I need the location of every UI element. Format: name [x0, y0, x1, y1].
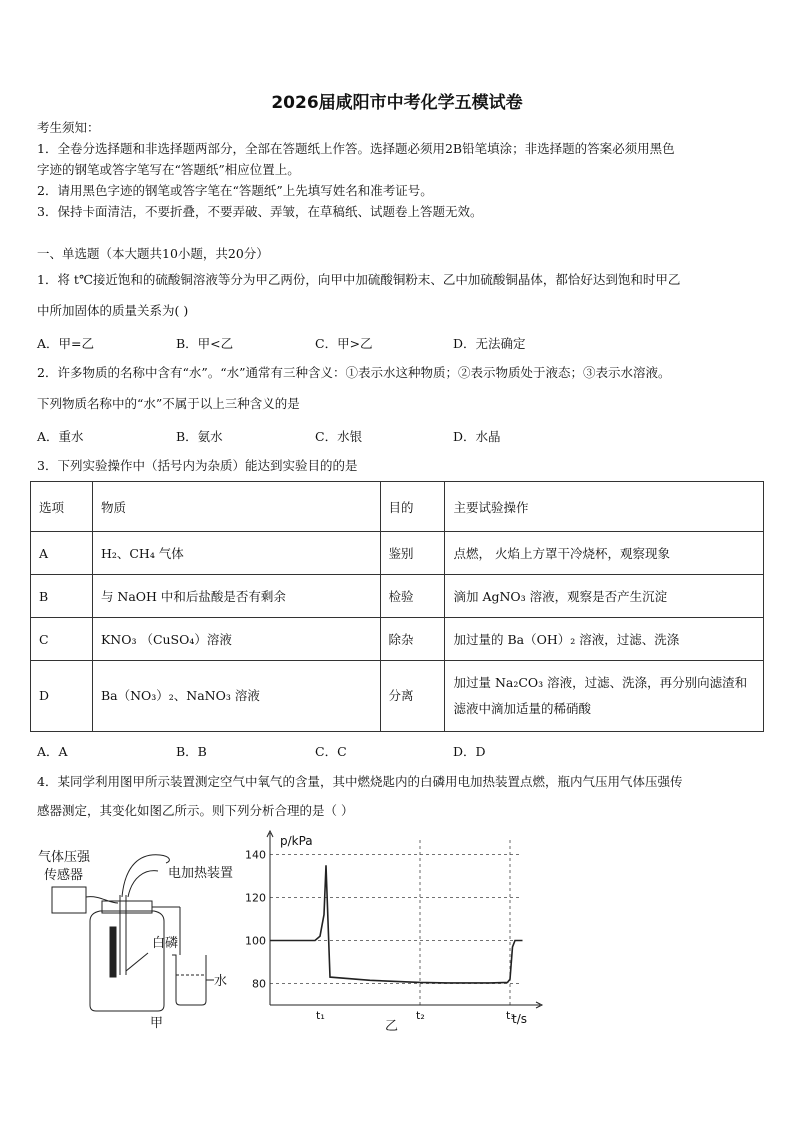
table-cell: A [31, 532, 93, 575]
q1-option-c: C．甲>乙 [315, 336, 373, 351]
table-row [31, 575, 764, 618]
table-cell: 加过量 Na₂CO₃ 溶液，过滤、洗涤，再分别向滤渣和滤液中滴加适量的稀硝酸 [445, 661, 764, 732]
x-tick-label: t₁ [316, 1009, 325, 1022]
q3-option-d: D．D [453, 744, 486, 759]
section-heading: 一、单选题（本大题共10小题，共20分） [37, 246, 269, 261]
table-cell: 加过量的 Ba（OH）₂ 溶液，过滤、洗涤 [445, 618, 764, 661]
phosphorus-spoon [110, 927, 116, 977]
notice-item: 2．请用黑色字迹的钢笔或答字笔在“答题纸”上先填写姓名和准考证号。 [37, 183, 433, 198]
table-header: 选项 [31, 482, 93, 532]
table-cell: 检验 [380, 575, 445, 618]
exam-title: 2026届咸阳市中考化学五模试卷 [271, 93, 523, 113]
pressure-sensor-box [52, 887, 86, 913]
phosphorus-pointer [126, 953, 148, 971]
notice-heading: 考生须知： [37, 120, 100, 135]
q2-option-b: B．氨水 [176, 429, 223, 444]
q4-figure [30, 825, 570, 1035]
bottle [90, 911, 164, 1011]
pressure-curve [270, 865, 523, 983]
table-header: 目的 [380, 482, 445, 532]
table-cell: 点燃， 火焰上方罩干冷烧杯，观察现象 [445, 532, 764, 575]
experiment-table [30, 481, 764, 732]
table-row [31, 532, 764, 575]
q3-option-a: A．A [37, 744, 68, 759]
sensor-label: 传感器 [44, 868, 84, 883]
notice-item: 1．全卷分选择题和非选择题两部分，全部在答题纸上作答。选择题必须用2B铅笔填涂；非选择题的答案必须用黑色 [37, 141, 675, 156]
table-cell: D [31, 661, 93, 732]
q3-stem: 3．下列实验操作中（括号内为杂质）能达到实验目的的是 [37, 458, 358, 473]
heater-label: 电加热装置 [168, 866, 234, 881]
table-cell: KNO₃ （CuSO₄）溶液 [92, 618, 380, 661]
q1-stem: 中所加固体的质量关系为( ) [37, 303, 189, 318]
q2-option-d: D．水晶 [453, 429, 501, 444]
table-cell: 与 NaOH 中和后盐酸是否有剩余 [92, 575, 380, 618]
q2-stem: 下列物质名称中的“水”不属于以上三种含义的是 [37, 396, 300, 411]
heater-wire [128, 871, 158, 897]
y-tick-label: 120 [245, 891, 266, 905]
q4-stem: 感器测定，其变化如图乙所示。则下列分析合理的是（ ） [37, 803, 354, 818]
q2-option-c: C．水银 [315, 429, 363, 444]
table-header: 主要试验操作 [445, 482, 764, 532]
q1-option-d: D．无法确定 [453, 336, 526, 351]
x-tick-label: t₃ [506, 1009, 515, 1022]
q3-option-b: B．B [176, 744, 207, 759]
phosphorus-label: 白磷 [152, 936, 179, 951]
y-axis-label: p/kPa [280, 834, 313, 848]
y-tick-label: 80 [252, 977, 266, 991]
water-label: 水 [214, 974, 228, 989]
q1-option-b: B．甲<乙 [176, 336, 234, 351]
table-cell: 除杂 [380, 618, 445, 661]
table-row [31, 661, 764, 732]
q2-stem: 2．许多物质的名称中含有“水”。“水”通常有三种含义：①表示水这种物质；②表示物质处于液态；③表示水溶液。 [37, 365, 671, 380]
table-cell: Ba（NO₃）₂、NaNO₃ 溶液 [92, 661, 380, 732]
pressure-graph [245, 831, 542, 1034]
table-cell: C [31, 618, 93, 661]
table-row [31, 618, 764, 661]
table-header-row [31, 482, 764, 532]
apparatus-caption: 甲 [150, 1016, 164, 1031]
q3-option-c: C．C [315, 744, 347, 759]
q2-option-a: A．重水 [37, 429, 84, 444]
y-ticks [245, 849, 266, 991]
x-axis-label: t/s [512, 1012, 527, 1026]
table-cell: B [31, 575, 93, 618]
apparatus-diagram [38, 849, 233, 1031]
table-cell: H₂、CH₄ 气体 [92, 532, 380, 575]
q1-stem: 1．将 t℃接近饱和的硫酸铜溶液等分为甲乙两份，向甲中加硫酸铜粉末、乙中加硫酸铜晶体，都恰好达到饱和时甲乙 [37, 272, 681, 287]
table-cell: 鉴别 [380, 532, 445, 575]
table-cell: 分离 [380, 661, 445, 732]
y-tick-label: 100 [245, 934, 266, 948]
table-header: 物质 [92, 482, 380, 532]
graph-grid [270, 837, 522, 1005]
sensor-label: 气体压强 [38, 850, 91, 865]
y-tick-label: 140 [245, 848, 266, 862]
x-tick-label: t₂ [416, 1009, 425, 1022]
heater-wire [122, 855, 169, 897]
x-ticks [316, 1009, 515, 1022]
graph-caption: 乙 [385, 1019, 399, 1034]
table-cell: 滴加 AgNO₃ 溶液，观察是否产生沉淀 [445, 575, 764, 618]
notice-item: 3．保持卡面清洁，不要折叠，不要弄破、弄皱，在草稿纸、试题卷上答题无效。 [37, 204, 483, 219]
q4-stem: 4．某同学利用图甲所示装置测定空气中氧气的含量，其中燃烧匙内的白磷用电加热装置点燃，瓶内气压用气体压强传 [37, 774, 683, 789]
notice-item: 字迹的钢笔或答字笔写在“答题纸”相应位置上。 [37, 162, 300, 177]
q1-option-a: A．甲=乙 [37, 336, 95, 351]
beaker [172, 955, 206, 1005]
